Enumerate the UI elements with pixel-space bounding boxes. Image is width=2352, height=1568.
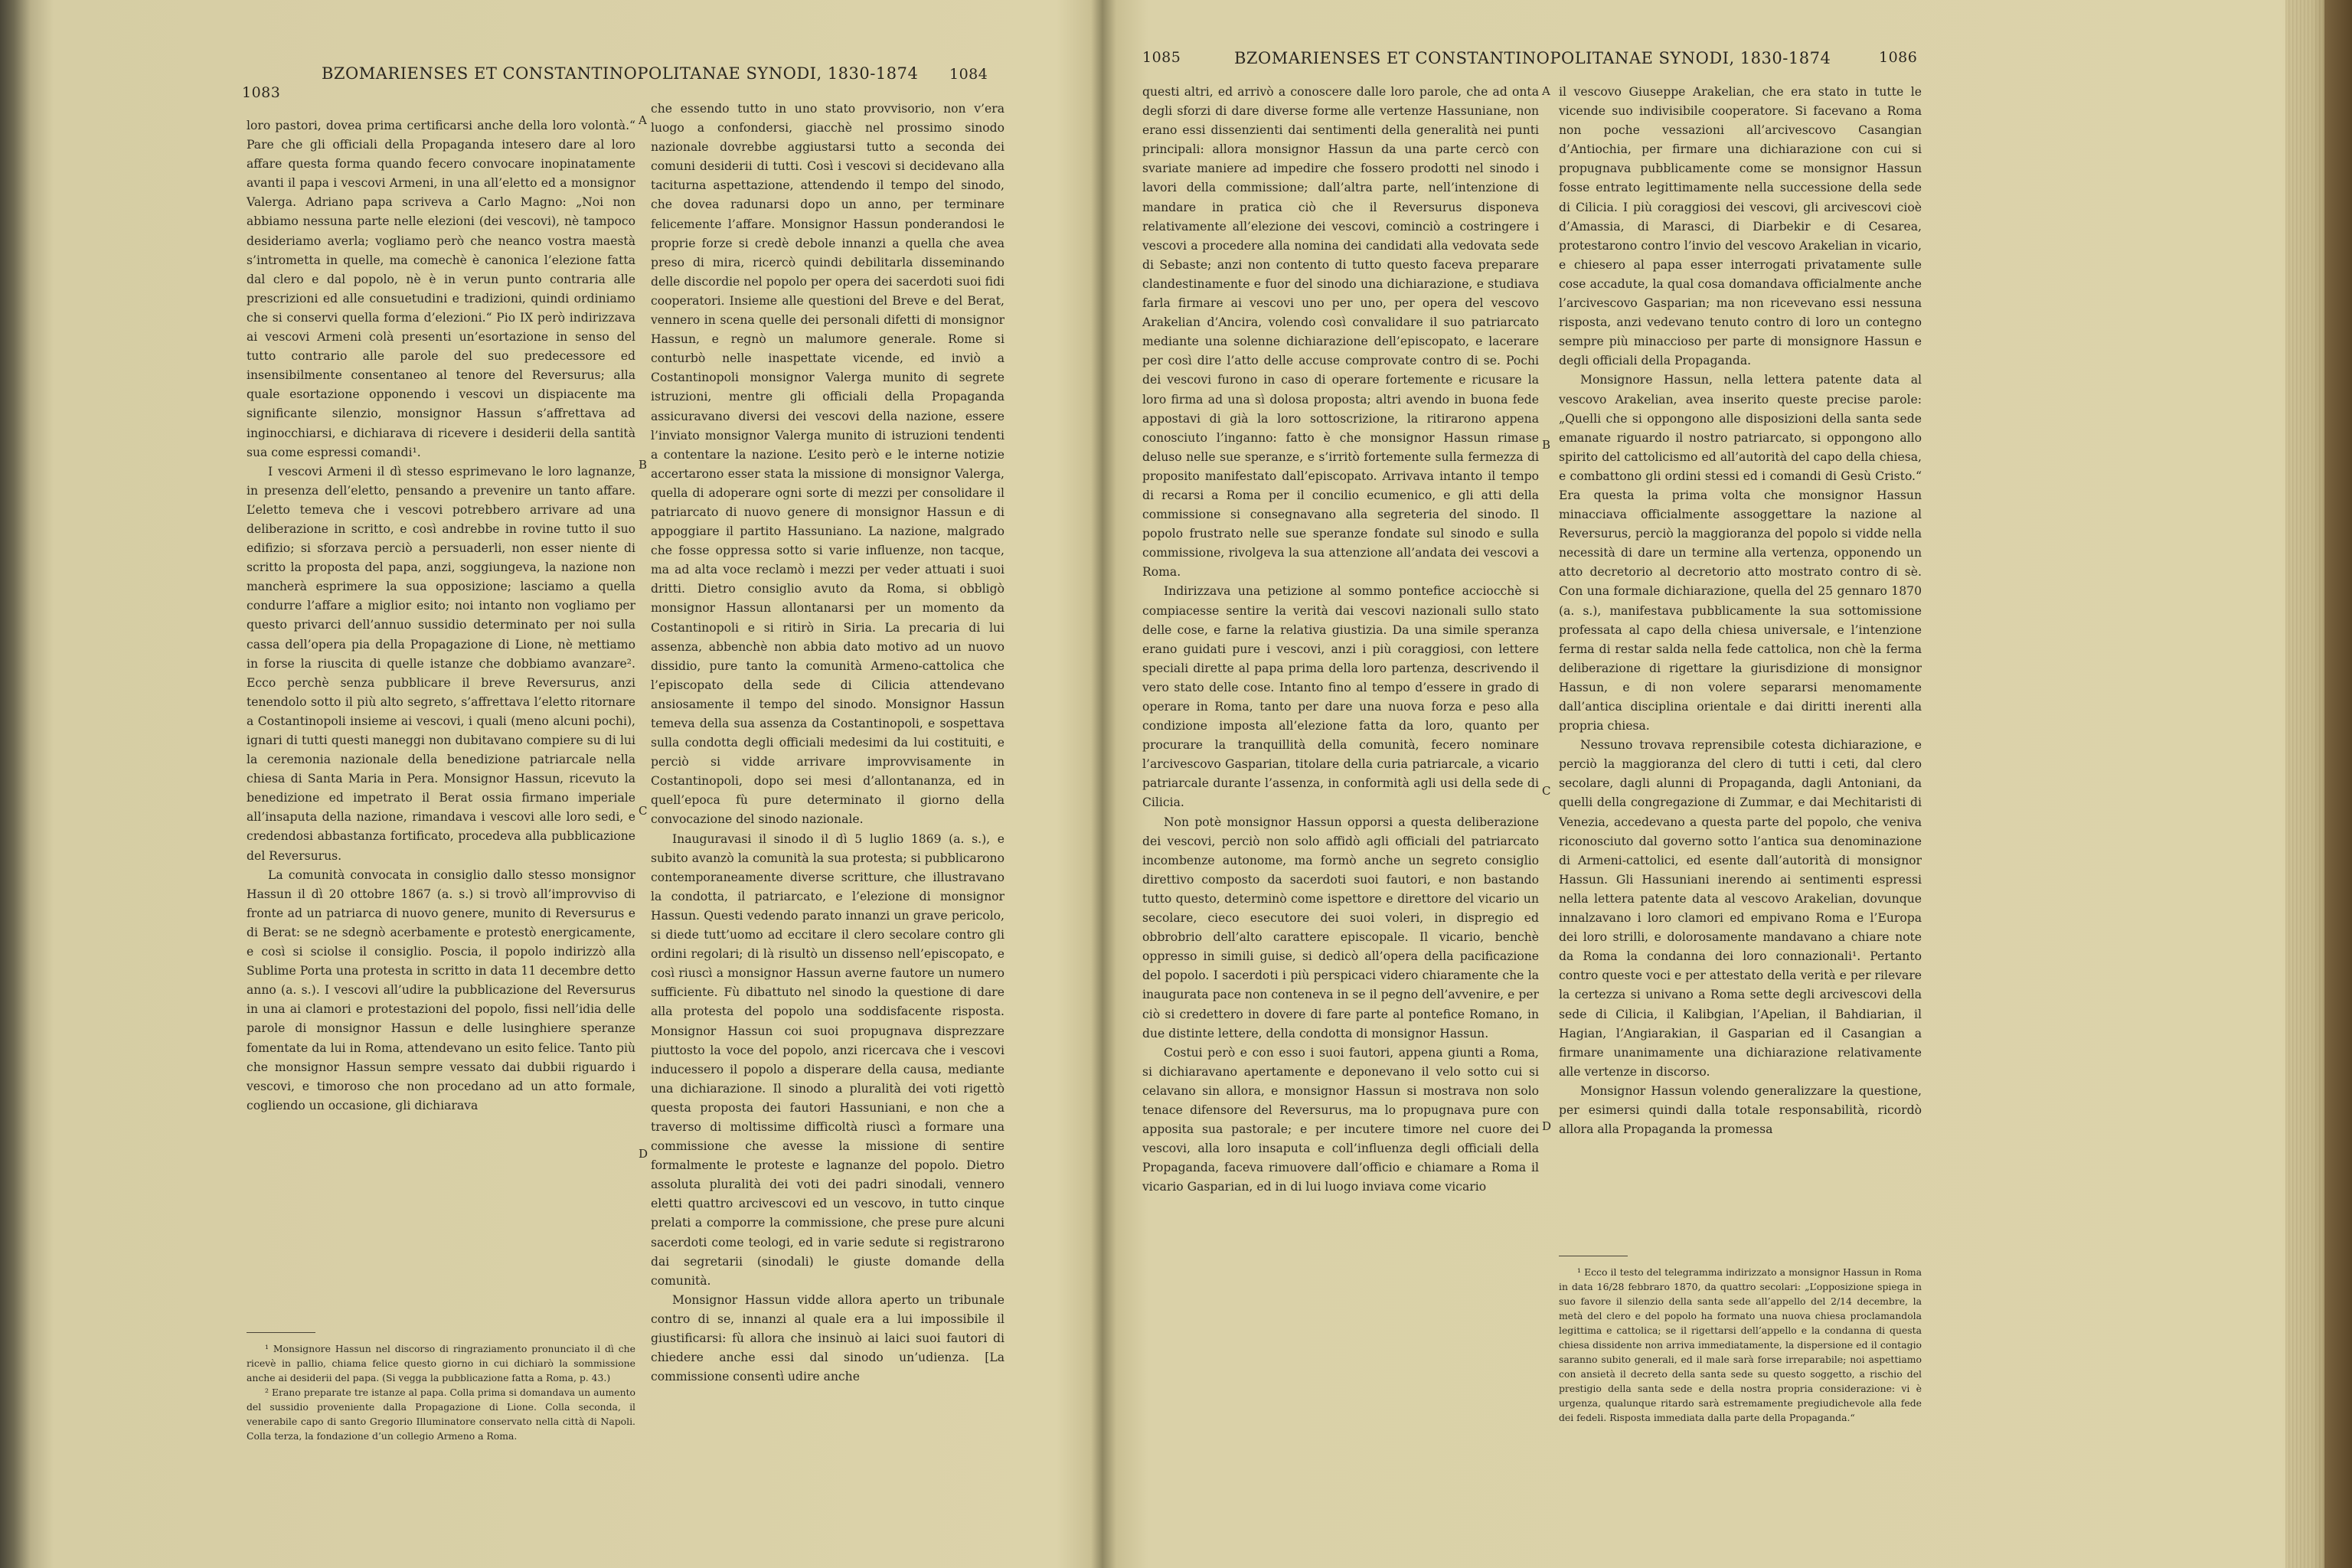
page-number: 1084 <box>949 66 988 83</box>
paragraph: Costui però e con esso i suoi fautori, appena giunti a Roma, si dichiaravano apertamente e deponevano il velo sotto cui si celavano sin allora, e monsignor Hassun si mostrava non solo tenace difensore del Reversurus, ma lo propugnava pure con apposita sua pastorale; e per incutere timore nel cuore dei vescovi, alla loro insaputa e coll’influenza degli officiali della Propaganda, faceva rimuovere dall’officio e chiamare a Roma il vicario Gasparian, ed in di lui luogo inviava come vicario <box>1142 1045 1539 1194</box>
margin-marker: A <box>1542 84 1550 98</box>
book-cover-edge <box>2324 0 2352 1568</box>
paragraph: Indirizzava una petizione al sommo pontefice acciocchè si compiacesse sentire la verità dai vescovi nazionali sullo stato delle cose, e farne la relativa giustizia. Da una simile speranza erano guidati pure i vescovi, anzi i più coraggiosi, con lettere speciali dirette al papa prima della loro partenza, descrivendo il vero stato delle cose. Intanto fino al tempo d’essere in grado di operare in Roma, tanto per dare una nuova forza e peso alla condizione imposta all’elezione fatta da loro, quanto per procurare la tranquillità della comunità, fecero nominare l’arcivescovo Gasparian, titolare della curia patriarcale, a vicario patriarcale durante l’assenza, in conformità agli usi della sede di Cilicia. <box>1142 584 1539 810</box>
margin-marker: A <box>639 113 647 127</box>
margin-marker: C <box>1542 784 1551 798</box>
footnotes <box>247 1341 635 1443</box>
page-number: 1083 <box>242 84 281 101</box>
paragraph: La comunità convocata in consiglio dallo stesso monsignor Hassun il dì 20 ottobre 1867 (a. s.) si trovò all’improvviso di fronte ad un patriarca di nuovo genere, munito di Reversurus e di Berat: se ne sdegnò acerbamente e protestò energicamente, e così si sciolse il consiglio. Poscia, il popolo indirizzò alla Sublime Porta una protesta in scritto in data 11 decembre detto anno (a. s.). I vescovi all’udire la pubblicazione del Reversurus in una ai clamori e protestazioni del popolo, fissi nell’idia delle parole di monsignor Hassun e delle lusinghiere speranze fomentate da lui in Roma, attendevano un esito felice. Tanto più che monsignor Hassun sempre vessato dai dubbii riguardo i vescovi, e timoroso che non procedano ad un atto formale, cogliendo un occasione, gli dichiarava <box>247 867 635 1112</box>
margin-marker: C <box>639 804 648 818</box>
running-title: BZOMARIENSES ET CONSTANTINOPOLITANAE SYNODI, 1830-1874 <box>322 64 919 83</box>
page-number: 1086 <box>1879 49 1918 66</box>
footnotes <box>1559 1265 1922 1425</box>
margin-marker: D <box>639 1147 648 1161</box>
paragraph: che essendo tutto in uno stato provvisorio, non v’era luogo a confondersi, giacchè nel prossimo sinodo nazionale dovrebbe aggiustarsi tutto a seconda dei comuni desiderii di tutti. Così i vescovi si decidevano alla taciturna aspettazione, attendendo il tempo del sinodo, che dovea radunarsi dopo un anno, per terminare felicemente l’affare. Monsignor Hassun ponderandosi le proprie forze si credè debole innanzi a quella che avea preso di mira, ricercò quindi debilitarla disseminando delle discordie nel popolo per opera dei sacerdoti suoi fidi cooperatori. Insieme alle questioni del Breve e del Berat, vennero in scena quelle dei personali difetti di monsignor Hassun, e regnò un malumore generale. Rome si conturbò nelle inaspettate vicende, ed inviò a Costantinopoli monsignor Valerga munito di segrete istruzioni, mentre gli officiali della Propaganda assicuravano diversi dei vescovi della nazione, essere l’inviato monsignor Valerga munito di istruzioni tendenti a contentare la nazione. L’esito però e le interne notizie accertarono esser stata la missione di monsignor Valerga, quella di adoperare ogni sorte di mezzi per consolidare il patriarcato di nuovo genere di monsignor Hassun e di appoggiare il partito Hassuniano. La nazione, malgrado che fosse oppressa sotto si varie influenze, non tacque, ma ad alta voce reclamò i mezzi per veder attuati i suoi dritti. Dietro consiglio avuto da Roma, si obbligò monsignor Hassun allontanarsi per un momento da Costantinopoli e si ritirò in Siria. La precaria di lui assenza, abbenchè non abbia dato motivo ad un nuovo dissidio, pure tanto la comunità Armeno-cattolica che l’episcopato della sede di Cilicia attendevano ansiosamente il tempo del sinodo. Monsignor Hassun temeva della sua assenza da Costantinopoli, e sospettava sulla condotta degli officiali medesimi da lui costituiti, e perciò si vidde arrivare improvvisamente in Costantinopoli, dopo sei mesi d’allontananza, ed in quell’epoca fù pure determinato il giorno della convocazione del sinodo nazionale. <box>651 102 1004 827</box>
paragraph: loro pastori, dovea prima certificarsi anche della loro volontà.“ Pare che gli officiali della Propaganda intesero dare al loro affare questa forma quando fecero convocare inopinatamente avanti il papa i vescovi Armeni, in una all’eletto ed a monsignor Valerga. Adriano papa scriveva a Carlo Magno: „Noi non abbiamo nessuna parte nelle elezioni (dei vescovi), nè tampoco desideriamo averla; vogliamo però che neanco vostra maestà s’intrometta in quelle, ma comechè è canonica l’elezione fatta dal clero e dal popolo, nè è in verun punto contraria alle prescrizioni ed alle consuetudini e tradizioni, quindi ordiniamo che si conservi quella forma d’elezioni.“ Pio IX però indirizzava ai vescovi Armeni colà presenti un’esortazione in senso del tutto contrario alle parole del suo predecessore ed insensibilmente consentaneo al tenore del Reversurus; alla quale esortazione opponendo i vescovi un dispiacente ma significante silenzio, monsignor Hassun s’affrettava ad inginocchiarsi, e dichiarava di ricevere i desiderii della santità sua come espressi comandi¹. <box>247 119 635 459</box>
footnote: ¹ Ecco il testo del telegramma indirizzato a monsignor Hassun in Roma in data 16/28 febbraro 1870, da quattro secolari: „L’opposizione spiega in suo favore il silenzio della santa sede all’appello del 2/14 decembre, la metà del clero e del popolo ha formato una nuova chiesa proclamandola legittima e cattolica; se il rigettarsi dell’appello e la condanna di questa chiesa dissidente non arriva immediatamente, la dispersione ed il contagio saranno subito generali, ed il male sarà forse irreparabile; noi aspettiamo con ansietà il decreto della santa sede su questo soggetto, a rischio del prestigio della santa sede e della nostra propria considerazione: vi è urgenza, qualunque ritardo sarà estremamente pregiudichevole alla fede dei fedeli. Risposta immediata dalla parte della Propaganda.“ <box>1559 1266 1922 1423</box>
page-edges <box>2285 0 2328 1568</box>
running-title: BZOMARIENSES ET CONSTANTINOPOLITANAE SYNODI, 1830-1874 <box>1234 49 1831 67</box>
footnote: ² Erano preparate tre istanze al papa. Colla prima si domandava un aumento del sussidio proveniente dalla Propagazione di Lione. Colla seconda, il venerabile capo di santo Gregorio Illuminatore conservato nella città di Napoli. Colla terza, la fondazione d’un collegio Armeno a Roma. <box>247 1387 635 1442</box>
left-page <box>0 0 1102 1568</box>
paragraph: Nessuno trovava reprensibile cotesta dichiarazione, e perciò la maggioranza del clero di tutti i ceti, dal clero secolare, dagli alunni di Propaganda, dagli Antoniani, da quelli della congregazione di Zummar, e dai Mechitaristi di Venezia, accedevano a questa parte del popolo, che veniva riconosciuto dal governo sotto l’antica sua denominazione di Armeni-cattolici, ed esente dall’autorità di monsignor Hassun. Gli Hassuniani inerendo ai sentimenti espressi nella lettera patente data al vescovo Arakelian, dovunque innalzavano i loro clamori ed empivano Roma e l’Europa dei loro strilli, e dolorosamente mandavano a chiare note da Roma la condanna dei loro connazionali¹. Pertanto contro queste voci e per attestato della verità e per rilevare la certezza si univano a Roma sette degli arcivescovi della sede di Cilicia, il Kalibgian, l’Apelian, il Bahdiarian, il Hagian, l’Angiarakian, il Gasparian ed il Casangian a firmare unanimamente una dichiarazione relativamente alle vertenze in discorso. <box>1559 738 1922 1079</box>
paragraph: Non potè monsignor Hassun opporsi a questa deliberazione dei vescovi, perciò non solo affidò agli officiali del patriarcato incombenze autonome, ma formò anche un segreto consiglio direttivo composto da sacerdoti suoi fautori, e non bastando tutto questo, determinò come ispettore e direttore del vicario un secolare, cieco esecutore dei suoi voleri, in dispregio ed obbrobrio dell’alto carattere episcopale. Il vicario, benchè oppresso in simili guise, si dedicò all’opera della pacificazione del popolo. I sacerdoti i più perspicaci videro chiaramente che la inaugurata pace non conteneva in se il pegno dell’avvenire, e per ciò si credettero in dovere di fare parte al pontefice Romano, in due distinte lettere, della condotta di monsignor Hassun. <box>1142 815 1539 1040</box>
footnote: ¹ Monsignore Hassun nel discorso di ringraziamento pronunciato il dì che ricevè in pallio, chiama felice questo giorno in cui dichiarò la sommissione anche ai desiderii del papa. (Si vegga la pubblicazione fatta a Roma, p. 43.) <box>247 1343 635 1383</box>
paragraph: il vescovo Giuseppe Arakelian, che era stato in tutte le vicende suo indivisibile cooperatore. Si facevano a Roma non poche vessazioni all’arcivescovo Casangian d’Antiochia, per firmare una dichiarazione con cui si propugnava pubblicamente come se monsignor Hassun fosse entrato legittimamente nella successione della sede di Cilicia. I più coraggiosi dei vescovi, gli arcivescovi cioè d’Amassia, di Marasci, di Diarbekir e di Cesarea, protestarono contro l’invio del vescovo Arakelian in vicario, e chiesero al papa esser interrogati privatamente sulle cose accadute, la qual cosa domandava officialmente anche l’arcivescovo Gasparian; ma non ricevevano essi nessuna risposta, anzi vedevano tenuto contro di loro un contegno sempre più minaccioso per parte di monsignore Hassun e degli officiali della Propaganda. <box>1559 85 1922 368</box>
text-column-b <box>1559 83 1922 1139</box>
margin-marker: B <box>1542 438 1551 452</box>
footnote-rule <box>247 1332 315 1333</box>
paragraph: I vescovi Armeni il dì stesso esprimevano le loro lagnanze, in presenza dell’eletto, pensando a prevenire un tanto affare. L’eletto temeva che i vescovi potrebbero arrivare ad una deliberazione in scritto, e così andrebbe in rovine tutto il suo edifizio; si sforzava perciò a persuaderli, non esser niente di scritto la proposta del papa, anzi, soggiungeva, la nazione non mancherà esprimere la sua opposizione; lasciamo a quella condurre l’affare a miglior esito; noi intanto non vogliamo per questo privarci dell’annuo sussidio determinato per noi sulla cassa dell’opera pia della Propagazione di Lione, nè mettiamo in forse la riuscita di quelle istanze che dobbiamo avanzare². Ecco perchè senza pubblicare il breve Reversurus, anzi tenendolo sotto il più alto segreto, s’affrettava l’eletto ritornare a Costantinopoli insieme ai vescovi, i quali (meno alcuni pochi), ignari di tutti questi maneggi non dubitavano compiere su di lui la ceremonia nazionale della benedizione patriarcale nella chiesa di Santa Maria in Pera. Monsignor Hassun, ricevuto la benedizione ed impetrato il Berat ossia firmano imperiale all’insaputa della nazione, rimandava i vescovi alle loro sedi, e credendosi abbastanza fortificato, procedeva alla pubblicazione del Reversurus. <box>247 464 635 863</box>
paragraph: Monsignor Hassun vidde allora aperto un tribunale contro di se, innanzi al quale era a lui impossibile il giustificarsi: fù allora che insinuò ai laici suoi fautori di chiedere anche essi dal sinodo un’udienza. [La commissione consentì udire anche <box>651 1292 1004 1384</box>
margin-marker: D <box>1542 1119 1552 1133</box>
text-column-a <box>247 116 635 1116</box>
margin-marker: B <box>639 458 648 472</box>
paragraph: questi altri, ed arrivò a conoscere dalle loro parole, che ad onta degli sforzi di dare diverse forme alle vertenze Hassuniane, non erano essi dissenzienti dai sentimenti della generalità nei punti principali: allora monsignor Hassun da una parte cercò con svariate maniere ad impedire che fossero prodotti nel sinodo i lavori della commissione; dall’altra parte, nell’intenzione di mandare in pratica ciò che il Reversurus disponeva relativamente all’elezione dei vescovi, cominciò a costringere i vescovi a procedere alla nomina dei candidati alla vedovata sede di Sebaste; anzi non contento di tutto questo faceva preparare clandestinamente e fuor del sinodo una dichiarazione, e studiava farla firmare ai vescovi uno per uno, per opera del vescovo Arakelian d’Ancira, volendo così convalidare il suo patriarcato mediante una solenne dichiarazione dell’episcopato, e lacerare per così dire l’atto delle accuse comprovate contro di se. Pochi dei vescovi furono in caso di operare fortemente e ricusare la loro firma ad una sì dolosa proposta; altri avendo in buona fede appostavi di già la loro sottoscrizione, la ritirarono appena conosciuto l’inganno: fatto è che monsignor Hassun rimase deluso nelle sue speranze, e s’irritò fortemente sulla fermezza di proposito manifestato dall’episcopato. Arrivava intanto il tempo di recarsi a Roma per il concilio ecumenico, e gli atti della commissione si consegnavano alla segreteria del sinodo. Il popolo frustrato nelle sue speranze fondate sul sinodo e sulla commissione, rivolgeva la sua attenzione all’andata dei vescovi a Roma. <box>1142 85 1539 580</box>
right-page <box>1102 0 2352 1568</box>
paragraph: Monsignore Hassun, nella lettera patente data al vescovo Arakelian, avea inserito queste precise parole: „Quelli che si oppongono alle disposizioni della santa sede emanate riguardo il nostro patriarcato, si oppongono allo spirito del cattolicismo ed all’autorità del capo della chiesa, e combattono gli ordini stessi ed i comandi di Gesù Cristo.“ Era questa la prima volta che monsignor Hassun minacciava officialmente assoggettare la nazione al Reversurus, perciò la maggioranza del popolo si vidde nella necessità di dare un termine alla vertenza, opponendo un atto decretorio al decretorio atto mostrato contro di sè. Con una formale dichiarazione, quella del 25 gennaro 1870 (a. s.), manifestava pubblicamente la sua sottomissione professata al capo della chiesa universale, e l’intenzione ferma di restar salda nella fede cattolica, non chè la ferma deliberazione di rigettare la giurisdizione di monsignor Hassun, e di non volere separarsi menomamente dall’antica disciplina orientale e dai diritti inerenti alla propria chiesa. <box>1559 373 1922 733</box>
text-column-a <box>1142 83 1539 1197</box>
paragraph: Monsignor Hassun volendo generalizzare la questione, per esimersi quindi dalla totale responsabilità, ricordò allora alla Propaganda la promessa <box>1559 1083 1922 1137</box>
page-number: 1085 <box>1142 49 1181 66</box>
paragraph: Inauguravasi il sinodo il dì 5 luglio 1869 (a. s.), e subito avanzò la comunità la sua protesta; si pubblicarono contemporaneamente diverse scritture, che illustravano la condotta, il patriarcato, e l’elezione di monsignor Hassun. Questi vedendo parato innanzi un grave pericolo, si diede tutt’uomo ad eccitare il clero secolare contro gli ordini regolari; di là risultò un dissenso nell’episcopato, e così riuscì a monsignor Hassun averne fautore un numero sufficiente. Fù dibattuto nel sinodo la questione di dare alla protesta del popolo una soddisfacente risposta. Monsignor Hassun coi suoi propugnava disprezzare piuttosto la voce del popolo, anzi ricercava che i vescovi inducessero il popolo a disperare della causa, mediante una dichiarazione. Il sinodo a pluralità dei voti rigettò questa proposta dei fautori Hassuniani, e non che a traverso di moltissime difficoltà riuscì a formare una commissione che avesse la missione di sentire formalmente le proteste e lagnanze del popolo. Dietro assoluta pluralità dei voti dei padri sinodali, vennero eletti quattro arcivescovi ed un vescovo, in tutto cinque prelati a comporre la commissione, che prese pure alcuni sacerdoti come teologi, ed in varie sedute si registrarono dai segretarii (sinodali) le giuste domande della comunità. <box>651 831 1004 1288</box>
text-column-b <box>651 100 1004 1387</box>
